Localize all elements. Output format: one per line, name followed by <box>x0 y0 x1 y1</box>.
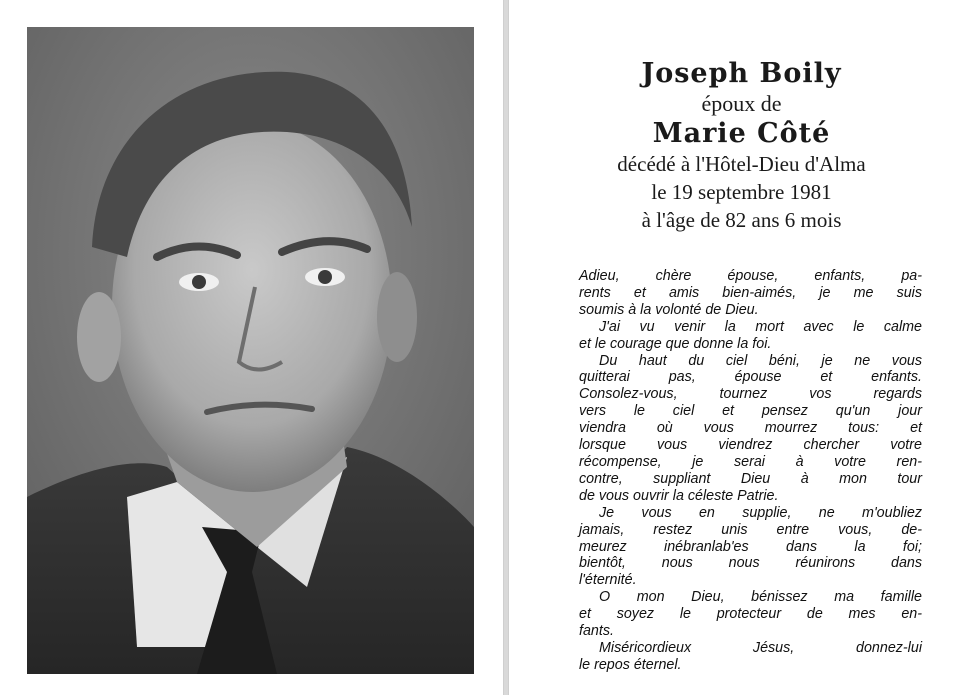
prayer-line: viendra où vous mourrez tous: et <box>579 420 922 437</box>
prayer-line: le repos éternel. <box>579 656 682 673</box>
prayer-line: J'ai vu venir la mort avec le calme <box>599 318 922 335</box>
prayer-line: contre, suppliant Dieu à mon tour <box>579 470 922 487</box>
memorial-card-text-side <box>508 0 973 695</box>
portrait-photo <box>27 27 474 674</box>
age-at-death: à l'âge de 82 ans 6 mois <box>641 208 842 232</box>
prayer-line: quitterai pas, épouse et enfants. <box>579 369 922 386</box>
prayer-line: l'éternité. <box>579 572 637 589</box>
prayer-line: de vous ouvrir la céleste Patrie. <box>579 487 779 504</box>
deceased-name: Joseph Boily <box>641 58 842 89</box>
death-place: décédé à l'Hôtel-Dieu d'Alma <box>617 152 866 176</box>
prayer-line: rents et amis bien-aimés, je me suis <box>579 284 922 301</box>
portrait-image <box>27 27 474 674</box>
prayer-line: récompense, je serai à votre ren- <box>579 453 922 470</box>
prayer-line: meurez inébranlab'es dans la foi; <box>579 538 922 555</box>
prayer-line: et le courage que donne la foi. <box>579 335 772 352</box>
prayer-line: Du haut du ciel béni, je ne vous <box>599 352 922 369</box>
death-date: le 19 septembre 1981 <box>651 180 832 204</box>
prayer-line: bientôt, nous nous réunirons dans <box>579 555 922 572</box>
prayer-line: lorsque vous viendrez chercher votre <box>579 437 922 454</box>
prayer-line: soumis à la volonté de Dieu. <box>579 301 759 318</box>
prayer-line: fants. <box>579 623 614 640</box>
prayer-line: Consolez-vous, tournez vos regards <box>579 386 922 403</box>
relation-text: époux de <box>701 91 782 116</box>
prayer-line: et soyez le protecteur de mes en- <box>579 606 922 623</box>
memorial-header <box>509 58 973 234</box>
prayer-line: Miséricordieux Jésus, donnez-lui <box>599 639 922 656</box>
prayer-line: Adieu, chère épouse, enfants, pa- <box>579 268 922 284</box>
prayer-line: O mon Dieu, bénissez ma famille <box>599 589 922 606</box>
prayer-line: Je vous en supplie, ne m'oubliez <box>599 504 922 521</box>
spouse-name: Marie Côté <box>652 118 831 149</box>
farewell-prayer <box>579 268 922 674</box>
prayer-line: vers le ciel et pensez qu'un jour <box>579 403 922 420</box>
prayer-line: jamais, restez unis entre vous, de- <box>579 521 922 538</box>
